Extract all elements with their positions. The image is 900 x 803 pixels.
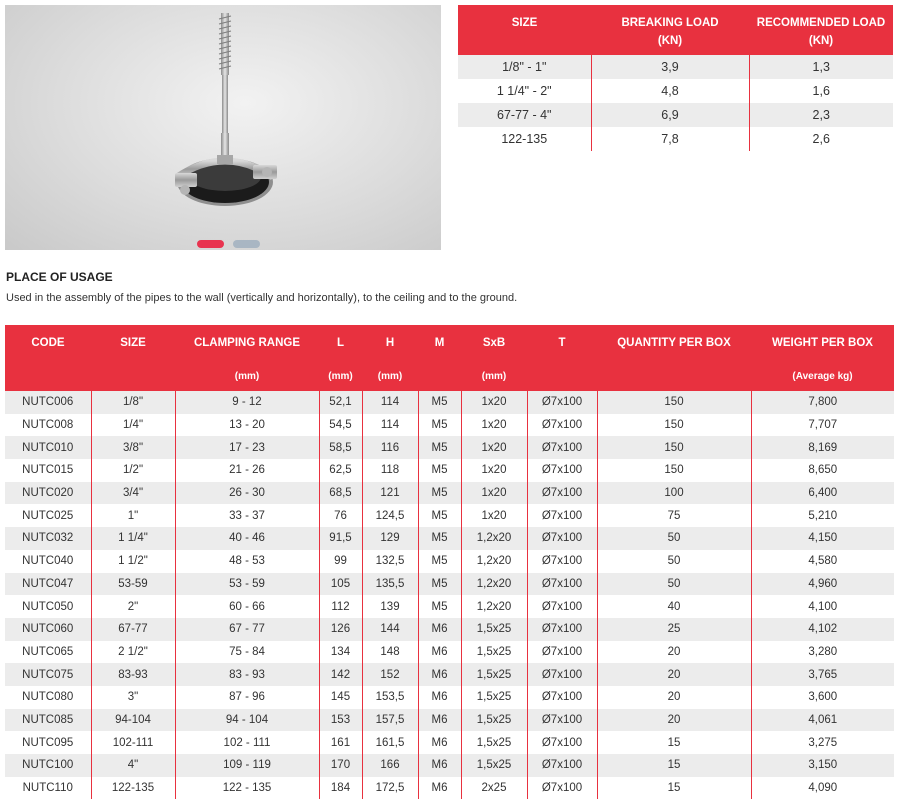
table-cell: 4,102 bbox=[751, 618, 894, 641]
table-cell: Ø7x100 bbox=[527, 414, 597, 437]
table-cell: 9 - 12 bbox=[175, 391, 319, 414]
table-cell: 50 bbox=[597, 550, 751, 573]
table-cell: NUTC015 bbox=[5, 459, 91, 482]
table-cell: 4,150 bbox=[751, 527, 894, 550]
table-cell: Ø7x100 bbox=[527, 686, 597, 709]
product-table-column-header bbox=[751, 325, 894, 391]
table-cell: 1,5x25 bbox=[461, 641, 527, 664]
table-cell: 161 bbox=[319, 731, 362, 754]
column-title: L bbox=[336, 337, 345, 349]
table-cell: Ø7x100 bbox=[527, 550, 597, 573]
table-cell: 1/4" bbox=[91, 414, 175, 437]
table-cell: 3,765 bbox=[751, 663, 894, 686]
load-table-cell: 67-77 - 4" bbox=[458, 103, 591, 127]
table-cell: 116 bbox=[362, 436, 418, 459]
table-cell: 33 - 37 bbox=[175, 504, 319, 527]
table-cell: 1x20 bbox=[461, 436, 527, 459]
product-table-header bbox=[5, 325, 894, 391]
table-cell: 1,5x25 bbox=[461, 709, 527, 732]
table-cell: 3,150 bbox=[751, 754, 894, 777]
table-cell: Ø7x100 bbox=[527, 663, 597, 686]
column-title: T bbox=[558, 337, 566, 349]
load-table-header bbox=[458, 5, 893, 55]
product-table-column-header bbox=[175, 325, 319, 391]
table-cell: 3,600 bbox=[751, 686, 894, 709]
table-row bbox=[5, 414, 894, 437]
table-cell: 67 - 77 bbox=[175, 618, 319, 641]
column-title: CLAMPING RANGE bbox=[193, 337, 301, 349]
table-cell: 48 - 53 bbox=[175, 550, 319, 573]
load-table-row bbox=[458, 55, 893, 79]
column-unit: (mm) bbox=[481, 371, 507, 382]
table-cell: 17 - 23 bbox=[175, 436, 319, 459]
table-cell: 20 bbox=[597, 686, 751, 709]
column-unit: (Average kg) bbox=[792, 371, 853, 382]
column-unit: (mm) bbox=[377, 371, 403, 382]
table-cell: 76 bbox=[319, 504, 362, 527]
table-cell: Ø7x100 bbox=[527, 618, 597, 641]
table-cell: 4,090 bbox=[751, 777, 894, 800]
table-cell: 142 bbox=[319, 663, 362, 686]
table-cell: Ø7x100 bbox=[527, 777, 597, 800]
table-cell: 7,707 bbox=[751, 414, 894, 437]
table-row bbox=[5, 391, 894, 414]
table-cell: M5 bbox=[418, 504, 461, 527]
table-cell: 99 bbox=[319, 550, 362, 573]
table-cell: 2x25 bbox=[461, 777, 527, 800]
load-table-row bbox=[458, 103, 893, 127]
table-row bbox=[5, 731, 894, 754]
table-cell: 20 bbox=[597, 641, 751, 664]
table-cell: 1,5x25 bbox=[461, 754, 527, 777]
table-cell: M5 bbox=[418, 436, 461, 459]
table-cell: NUTC047 bbox=[5, 573, 91, 596]
table-cell: M5 bbox=[418, 414, 461, 437]
table-cell: 2" bbox=[91, 595, 175, 618]
table-cell: 153 bbox=[319, 709, 362, 732]
usage-description: Used in the assembly of the pipes to the wall (vertically and horizontally), to the ceiling and to the ground. bbox=[6, 292, 518, 304]
table-cell: 2 1/2" bbox=[91, 641, 175, 664]
pipe-clamp-illustration bbox=[5, 5, 441, 250]
column-title: WEIGHT PER BOX bbox=[772, 337, 873, 349]
table-cell: NUTC110 bbox=[5, 777, 91, 800]
table-cell: 21 - 26 bbox=[175, 459, 319, 482]
load-table-cell: 1,3 bbox=[749, 55, 893, 79]
column-title: CODE bbox=[31, 337, 65, 349]
table-cell: 3,275 bbox=[751, 731, 894, 754]
table-cell: M6 bbox=[418, 709, 461, 732]
table-cell: NUTC025 bbox=[5, 504, 91, 527]
table-cell: NUTC008 bbox=[5, 414, 91, 437]
table-cell: NUTC020 bbox=[5, 482, 91, 505]
table-cell: 150 bbox=[597, 414, 751, 437]
load-table-row bbox=[458, 79, 893, 103]
table-cell: 118 bbox=[362, 459, 418, 482]
table-cell: M5 bbox=[418, 391, 461, 414]
product-image bbox=[5, 5, 441, 250]
product-table-column-header bbox=[461, 325, 527, 391]
table-cell: Ø7x100 bbox=[527, 731, 597, 754]
table-cell: 1,5x25 bbox=[461, 618, 527, 641]
table-cell: 166 bbox=[362, 754, 418, 777]
table-cell: 1,2x20 bbox=[461, 550, 527, 573]
table-cell: NUTC006 bbox=[5, 391, 91, 414]
table-cell: Ø7x100 bbox=[527, 482, 597, 505]
table-cell: 1x20 bbox=[461, 414, 527, 437]
table-cell: 40 - 46 bbox=[175, 527, 319, 550]
table-cell: Ø7x100 bbox=[527, 504, 597, 527]
table-cell: M6 bbox=[418, 641, 461, 664]
column-unit: (mm) bbox=[234, 371, 260, 382]
table-cell: 1 1/2" bbox=[91, 550, 175, 573]
table-cell: 68,5 bbox=[319, 482, 362, 505]
table-cell: M6 bbox=[418, 731, 461, 754]
table-cell: M5 bbox=[418, 459, 461, 482]
table-cell: 4,960 bbox=[751, 573, 894, 596]
table-cell: 1,2x20 bbox=[461, 595, 527, 618]
table-cell: 126 bbox=[319, 618, 362, 641]
table-cell: NUTC065 bbox=[5, 641, 91, 664]
load-table-cell: 7,8 bbox=[591, 127, 749, 151]
table-cell: 150 bbox=[597, 436, 751, 459]
product-table-body bbox=[5, 391, 894, 799]
table-cell: 5,210 bbox=[751, 504, 894, 527]
table-cell: 112 bbox=[319, 595, 362, 618]
table-cell: 20 bbox=[597, 709, 751, 732]
load-table-cell: 6,9 bbox=[591, 103, 749, 127]
table-row bbox=[5, 573, 894, 596]
product-table-column-header bbox=[597, 325, 751, 391]
table-cell: Ø7x100 bbox=[527, 436, 597, 459]
column-title: M bbox=[434, 337, 445, 349]
table-cell: 1" bbox=[91, 504, 175, 527]
table-cell: 75 bbox=[597, 504, 751, 527]
column-unit: (KN) bbox=[657, 35, 683, 47]
table-cell: 184 bbox=[319, 777, 362, 800]
table-cell: 15 bbox=[597, 754, 751, 777]
load-table-row bbox=[458, 127, 893, 151]
table-cell: NUTC050 bbox=[5, 595, 91, 618]
table-cell: 3/8" bbox=[91, 436, 175, 459]
table-cell: 25 bbox=[597, 618, 751, 641]
table-cell: 100 bbox=[597, 482, 751, 505]
table-row bbox=[5, 754, 894, 777]
table-cell: NUTC032 bbox=[5, 527, 91, 550]
table-cell: M5 bbox=[418, 527, 461, 550]
table-cell: 1/2" bbox=[91, 459, 175, 482]
load-table-cell: 3,9 bbox=[591, 55, 749, 79]
table-cell: 50 bbox=[597, 573, 751, 596]
column-title: SIZE bbox=[511, 17, 538, 29]
table-cell: 129 bbox=[362, 527, 418, 550]
table-cell: 83-93 bbox=[91, 663, 175, 686]
table-row bbox=[5, 686, 894, 709]
table-cell: 91,5 bbox=[319, 527, 362, 550]
table-cell: 157,5 bbox=[362, 709, 418, 732]
table-cell: 121 bbox=[362, 482, 418, 505]
load-table-cell: 1 1/4" - 2" bbox=[458, 79, 591, 103]
table-cell: 1x20 bbox=[461, 482, 527, 505]
table-cell: M6 bbox=[418, 686, 461, 709]
table-cell: M6 bbox=[418, 663, 461, 686]
table-cell: 139 bbox=[362, 595, 418, 618]
table-row bbox=[5, 663, 894, 686]
table-cell: M5 bbox=[418, 595, 461, 618]
table-row bbox=[5, 482, 894, 505]
table-cell: 150 bbox=[597, 391, 751, 414]
column-title: SIZE bbox=[120, 337, 146, 349]
table-cell: M6 bbox=[418, 754, 461, 777]
table-cell: 7,800 bbox=[751, 391, 894, 414]
load-table-column-header bbox=[749, 5, 893, 55]
column-unit: (KN) bbox=[808, 35, 834, 47]
table-cell: 172,5 bbox=[362, 777, 418, 800]
carousel-dot-active[interactable] bbox=[197, 240, 224, 248]
table-cell: 8,650 bbox=[751, 459, 894, 482]
table-cell: Ø7x100 bbox=[527, 641, 597, 664]
product-table bbox=[5, 325, 894, 799]
table-row bbox=[5, 641, 894, 664]
table-cell: 94-104 bbox=[91, 709, 175, 732]
table-cell: 161,5 bbox=[362, 731, 418, 754]
table-cell: 132,5 bbox=[362, 550, 418, 573]
load-table-cell: 1/8" - 1" bbox=[458, 55, 591, 79]
table-cell: 53 - 59 bbox=[175, 573, 319, 596]
table-cell: 1 1/4" bbox=[91, 527, 175, 550]
table-cell: 102-111 bbox=[91, 731, 175, 754]
column-title: SxB bbox=[482, 337, 506, 349]
table-cell: M6 bbox=[418, 777, 461, 800]
table-cell: 13 - 20 bbox=[175, 414, 319, 437]
table-cell: 1/8" bbox=[91, 391, 175, 414]
carousel-dot[interactable] bbox=[233, 240, 260, 248]
product-table-column-header bbox=[362, 325, 418, 391]
table-cell: NUTC075 bbox=[5, 663, 91, 686]
table-cell: 53-59 bbox=[91, 573, 175, 596]
table-cell: 1,2x20 bbox=[461, 573, 527, 596]
table-cell: 58,5 bbox=[319, 436, 362, 459]
table-cell: 109 - 119 bbox=[175, 754, 319, 777]
table-cell: 54,5 bbox=[319, 414, 362, 437]
table-cell: NUTC040 bbox=[5, 550, 91, 573]
table-cell: 122-135 bbox=[91, 777, 175, 800]
table-cell: Ø7x100 bbox=[527, 391, 597, 414]
table-cell: 3/4" bbox=[91, 482, 175, 505]
table-cell: 8,169 bbox=[751, 436, 894, 459]
table-cell: 114 bbox=[362, 391, 418, 414]
table-cell: 152 bbox=[362, 663, 418, 686]
table-cell: 1,2x20 bbox=[461, 527, 527, 550]
table-cell: 1,5x25 bbox=[461, 663, 527, 686]
table-row bbox=[5, 459, 894, 482]
column-title: RECOMMENDED LOAD bbox=[756, 17, 886, 29]
table-row bbox=[5, 527, 894, 550]
product-table-column-header bbox=[91, 325, 175, 391]
usage-title: PLACE OF USAGE bbox=[6, 270, 113, 284]
table-cell: 4,580 bbox=[751, 550, 894, 573]
table-cell: M6 bbox=[418, 618, 461, 641]
load-table-column-header bbox=[591, 5, 749, 55]
table-cell: 114 bbox=[362, 414, 418, 437]
column-title: H bbox=[385, 337, 395, 349]
table-cell: 148 bbox=[362, 641, 418, 664]
table-row bbox=[5, 709, 894, 732]
table-cell: 134 bbox=[319, 641, 362, 664]
table-cell: M5 bbox=[418, 550, 461, 573]
table-cell: 26 - 30 bbox=[175, 482, 319, 505]
table-cell: 3,280 bbox=[751, 641, 894, 664]
table-cell: Ø7x100 bbox=[527, 709, 597, 732]
load-table bbox=[458, 5, 893, 151]
table-cell: 4" bbox=[91, 754, 175, 777]
table-cell: 1,5x25 bbox=[461, 686, 527, 709]
table-cell: Ø7x100 bbox=[527, 527, 597, 550]
table-cell: 94 - 104 bbox=[175, 709, 319, 732]
load-table-cell: 122-135 bbox=[458, 127, 591, 151]
table-cell: 105 bbox=[319, 573, 362, 596]
table-cell: 1,5x25 bbox=[461, 731, 527, 754]
table-cell: 1x20 bbox=[461, 459, 527, 482]
table-cell: 50 bbox=[597, 527, 751, 550]
table-row bbox=[5, 618, 894, 641]
table-cell: 1x20 bbox=[461, 504, 527, 527]
table-cell: 62,5 bbox=[319, 459, 362, 482]
table-cell: 1x20 bbox=[461, 391, 527, 414]
table-cell: 15 bbox=[597, 731, 751, 754]
table-cell: NUTC095 bbox=[5, 731, 91, 754]
table-cell: 4,100 bbox=[751, 595, 894, 618]
table-cell: 153,5 bbox=[362, 686, 418, 709]
table-cell: Ø7x100 bbox=[527, 754, 597, 777]
load-table-cell: 4,8 bbox=[591, 79, 749, 103]
load-table-body bbox=[458, 55, 893, 151]
table-cell: M5 bbox=[418, 482, 461, 505]
table-cell: NUTC060 bbox=[5, 618, 91, 641]
table-cell: 87 - 96 bbox=[175, 686, 319, 709]
table-cell: 75 - 84 bbox=[175, 641, 319, 664]
table-cell: 40 bbox=[597, 595, 751, 618]
table-cell: Ø7x100 bbox=[527, 573, 597, 596]
table-cell: NUTC100 bbox=[5, 754, 91, 777]
table-cell: 83 - 93 bbox=[175, 663, 319, 686]
table-cell: 20 bbox=[597, 663, 751, 686]
table-cell: 4,061 bbox=[751, 709, 894, 732]
product-table-column-header bbox=[5, 325, 91, 391]
load-table-column-header bbox=[458, 5, 591, 55]
table-cell: NUTC080 bbox=[5, 686, 91, 709]
load-table-cell: 2,6 bbox=[749, 127, 893, 151]
product-table-column-header bbox=[319, 325, 362, 391]
table-row bbox=[5, 777, 894, 800]
column-title: QUANTITY PER BOX bbox=[617, 337, 731, 349]
table-cell: 145 bbox=[319, 686, 362, 709]
product-table-column-header bbox=[527, 325, 597, 391]
product-table-column-header bbox=[418, 325, 461, 391]
table-cell: 135,5 bbox=[362, 573, 418, 596]
table-row bbox=[5, 436, 894, 459]
table-cell: 52,1 bbox=[319, 391, 362, 414]
table-cell: 124,5 bbox=[362, 504, 418, 527]
table-cell: Ø7x100 bbox=[527, 459, 597, 482]
table-cell: 144 bbox=[362, 618, 418, 641]
table-cell: 67-77 bbox=[91, 618, 175, 641]
table-cell: 60 - 66 bbox=[175, 595, 319, 618]
table-cell: NUTC085 bbox=[5, 709, 91, 732]
table-cell: Ø7x100 bbox=[527, 595, 597, 618]
table-row bbox=[5, 595, 894, 618]
table-cell: 15 bbox=[597, 777, 751, 800]
table-cell: 6,400 bbox=[751, 482, 894, 505]
table-cell: 150 bbox=[597, 459, 751, 482]
column-unit: (mm) bbox=[328, 371, 353, 382]
table-cell: 102 - 111 bbox=[175, 731, 319, 754]
table-cell: NUTC010 bbox=[5, 436, 91, 459]
table-row bbox=[5, 504, 894, 527]
column-title: BREAKING LOAD bbox=[621, 17, 719, 29]
table-cell: 170 bbox=[319, 754, 362, 777]
table-cell: 122 - 135 bbox=[175, 777, 319, 800]
table-cell: M5 bbox=[418, 573, 461, 596]
load-table-cell: 1,6 bbox=[749, 79, 893, 103]
table-cell: 3" bbox=[91, 686, 175, 709]
load-table-cell: 2,3 bbox=[749, 103, 893, 127]
table-row bbox=[5, 550, 894, 573]
